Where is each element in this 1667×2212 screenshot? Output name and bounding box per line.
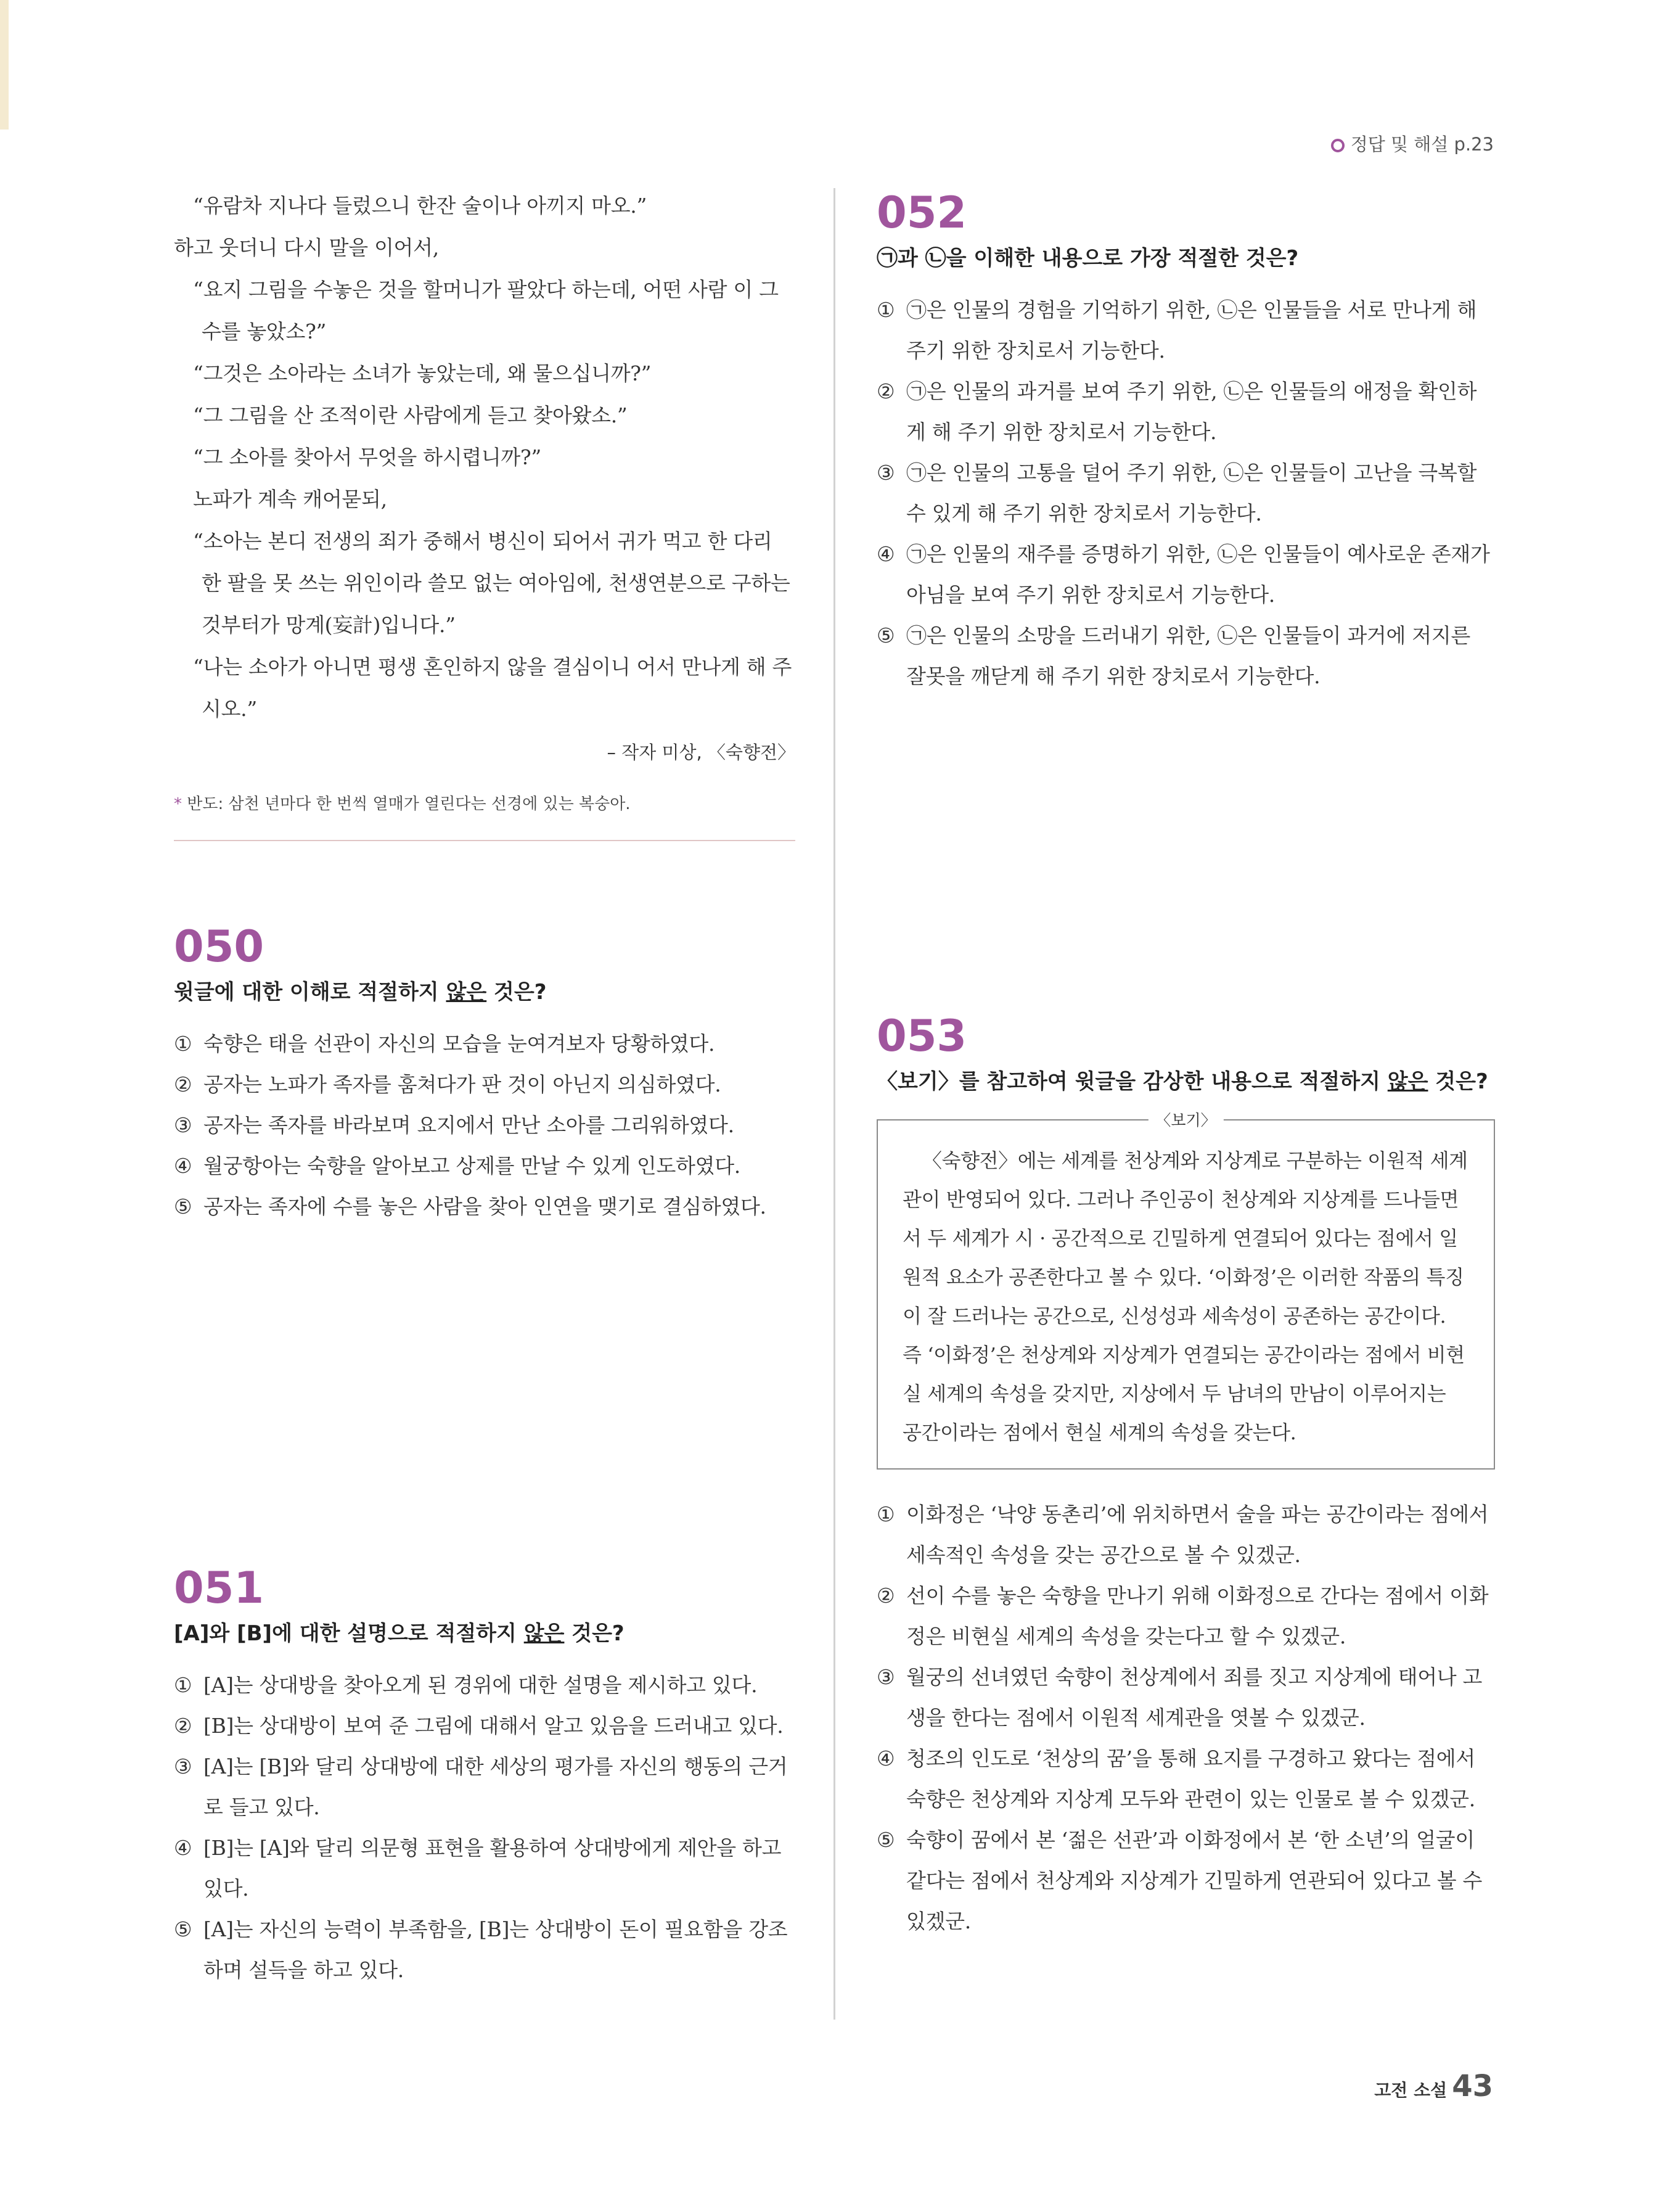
question-text: 윗글에 대한 이해로 적절하지 않은 것은? <box>174 980 547 1005</box>
question-text: 〈보기〉를 참고하여 윗글을 감상한 내용으로 적절하지 않은 것은? <box>877 1069 1488 1094</box>
option-1[interactable]: ① 이화정은 ‘낙양 동촌리’에 위치하면서 술을 파는 공간이라는 점에서 세속적인 속성을 갖는 공간으로 볼 수 있겠군. <box>877 1502 1489 1567</box>
question-050 <box>174 922 795 1227</box>
passage-line: “요지 그림을 수놓은 것을 할머니가 팔았다 하는데, 어떤 사람 이 그 수를 놓았소?” <box>193 278 779 343</box>
option-3[interactable]: ③ ㉠은 인물의 고통을 덜어 주기 위한, ㉡은 인물들이 고난을 극복할 수 있게 해 주기 위한 장치로서 기능한다. <box>877 461 1477 525</box>
passage-line: “그것은 소아라는 소녀가 놓았는데, 왜 물으십니까?” <box>193 361 652 385</box>
option-3[interactable]: ③ 월궁의 선녀였던 숙향이 천상계에서 죄를 짓고 지상계에 태어나 고생을 한다는 점에서 이원적 세계관을 엿볼 수 있겠군. <box>877 1665 1483 1730</box>
passage-line: “그 소아를 찾아서 무엇을 하시렵니까?” <box>193 445 541 469</box>
option-3[interactable]: ③ 공자는 족자를 바라보며 요지에서 만난 소아를 그리워하였다. <box>174 1113 734 1137</box>
reference-box <box>877 1111 1495 1470</box>
passage-line: “나는 소아가 아니면 평생 혼인하지 않을 결심이니 어서 만나게 해 주시오.” <box>193 655 792 721</box>
answer-reference-text: 정답 및 해설 p.23 <box>1350 134 1494 155</box>
section-title: 고전 소설 <box>1374 2080 1448 2100</box>
question-number: 052 <box>877 187 967 238</box>
option-4[interactable]: ④ ㉠은 인물의 재주를 증명하기 위한, ㉡은 인물들이 예사로운 존재가 아님을 보여 주기 위한 장치로서 기능한다. <box>877 542 1490 607</box>
page-edge-tab <box>0 0 9 130</box>
passage-column <box>174 185 795 841</box>
passage-line: “유람차 지나다 들렀으니 한잔 술이나 아끼지 마오.” <box>193 194 647 218</box>
option-4[interactable]: ④ 월궁항아는 숙향을 알아보고 상제를 만날 수 있게 인도하였다. <box>174 1154 740 1178</box>
footnote <box>174 791 795 814</box>
option-2[interactable]: ② ㉠은 인물의 과거를 보여 주기 위한, ㉡은 인물들의 애정을 확인하게 해 주기 위한 장치로서 기능한다. <box>877 379 1477 444</box>
reference-box-label: 〈보기〉 <box>1148 1108 1223 1130</box>
reference-box-text: 〈숙향전〉에는 세계를 천상계와 지상계로 구분하는 이원적 세계관이 반영되어 있다. 그러나 주인공이 천상계와 지상계를 드나들면서 두 세계가 시 · 공간적으로 긴밀하게 연결되어 있다는 점에서 일원적 요소가 공존한다고 볼 수 있다. ‘이화정’은 이러한 작품의 특징이 잘 드러나는 공간으로, 신성성과 세속성이 공존하는 공간이다. 즉 ‘이화정’은 천상계와 지상계가 연결되는 공간이라는 점에서 비현실 세계의 속성을 갖지만, 지상에서 두 남녀의 만남이 이루어지는 공간이라는 점에서 현실 세계의 속성을 갖는다. <box>903 1149 1468 1444</box>
option-3[interactable]: ③ [A]는 [B]와 달리 상대방에 대한 세상의 평가를 자신의 행동의 근거로 들고 있다. <box>174 1754 788 1819</box>
question-052 <box>877 188 1495 697</box>
question-text: [A]와 [B]에 대한 설명으로 적절하지 않은 것은? <box>174 1621 625 1646</box>
passage-line: “소아는 본디 전생의 죄가 중해서 병신이 되어서 귀가 먹고 한 다리 한 팔을 못 쓰는 위인이라 쓸모 없는 여아임에, 천생연분으로 구하는 것부터가 망계(妄計)입니다.” <box>193 529 790 637</box>
question-text: ㉠과 ㉡을 이해한 내용으로 가장 적절한 것은? <box>877 246 1299 271</box>
option-2[interactable]: ② [B]는 상대방이 보여 준 그림에 대해서 알고 있음을 드러내고 있다. <box>174 1714 784 1738</box>
option-5[interactable]: ⑤ 숙향이 꿈에서 본 ‘젊은 선관’과 이화정에서 본 ‘한 소년’의 얼굴이 같다는 점에서 천상계와 지상계가 긴밀하게 연관되어 있다고 볼 수 있겠군. <box>877 1828 1483 1933</box>
circle-bullet-icon <box>1331 139 1345 152</box>
question-number: 053 <box>877 1011 967 1061</box>
footnote-mark: * <box>174 795 182 813</box>
option-5[interactable]: ⑤ ㉠은 인물의 소망을 드러내기 위한, ㉡은 인물들이 과거에 저지른 잘못을 깨닫게 해 주기 위한 장치로서 기능한다. <box>877 623 1470 688</box>
question-number: 051 <box>174 1563 264 1613</box>
answer-reference <box>1331 131 1494 156</box>
column-divider <box>834 188 835 2020</box>
option-5[interactable]: ⑤ 공자는 족자에 수를 놓은 사람을 찾아 인연을 맺기로 결심하였다. <box>174 1194 766 1219</box>
page-footer <box>1374 2069 1493 2103</box>
option-4[interactable]: ④ [B]는 [A]와 달리 의문형 표현을 활용하여 상대방에게 제안을 하고 있다. <box>174 1836 782 1901</box>
option-1[interactable]: ① 숙향은 태을 선관이 자신의 모습을 눈여겨보자 당황하였다. <box>174 1032 715 1056</box>
passage-line: 하고 웃더니 다시 말을 이어서, <box>174 236 439 260</box>
option-2[interactable]: ② 공자는 노파가 족자를 훔쳐다가 판 것이 아닌지 의심하였다. <box>174 1072 721 1096</box>
option-1[interactable]: ① [A]는 상대방을 찾아오게 된 경위에 대한 설명을 제시하고 있다. <box>174 1673 758 1697</box>
footnote-text: 반도: 삼천 년마다 한 번씩 열매가 열린다는 선경에 있는 복숭아. <box>187 795 631 813</box>
question-051 <box>174 1563 795 1991</box>
passage-line: “그 그림을 산 조적이란 사람에게 듣고 찾아왔소.” <box>193 403 628 427</box>
passage-line: 노파가 계속 캐어묻되, <box>193 487 387 511</box>
section-divider <box>174 840 795 841</box>
option-1[interactable]: ① ㉠은 인물의 경험을 기억하기 위한, ㉡은 인물들을 서로 만나게 해 주기 위한 장치로서 기능한다. <box>877 298 1477 363</box>
option-4[interactable]: ④ 청조의 인도로 ‘천상의 꿈’을 통해 요지를 구경하고 왔다는 점에서 숙향은 천상계와 지상계 모두와 관련이 있는 인물로 볼 수 있겠군. <box>877 1746 1475 1811</box>
question-number: 050 <box>174 921 264 972</box>
page-number: 43 <box>1452 2069 1493 2103</box>
passage-source: – 작자 미상, 〈숙향전〉 <box>607 742 795 763</box>
option-5[interactable]: ⑤ [A]는 자신의 능력이 부족함을, [B]는 상대방이 돈이 필요함을 강조하며 설득을 하고 있다. <box>174 1917 788 1982</box>
question-053 <box>877 1011 1495 1942</box>
option-2[interactable]: ② 선이 수를 놓은 숙향을 만나기 위해 이화정으로 간다는 점에서 이화정은 비현실 세계의 속성을 갖는다고 할 수 있겠군. <box>877 1584 1489 1648</box>
